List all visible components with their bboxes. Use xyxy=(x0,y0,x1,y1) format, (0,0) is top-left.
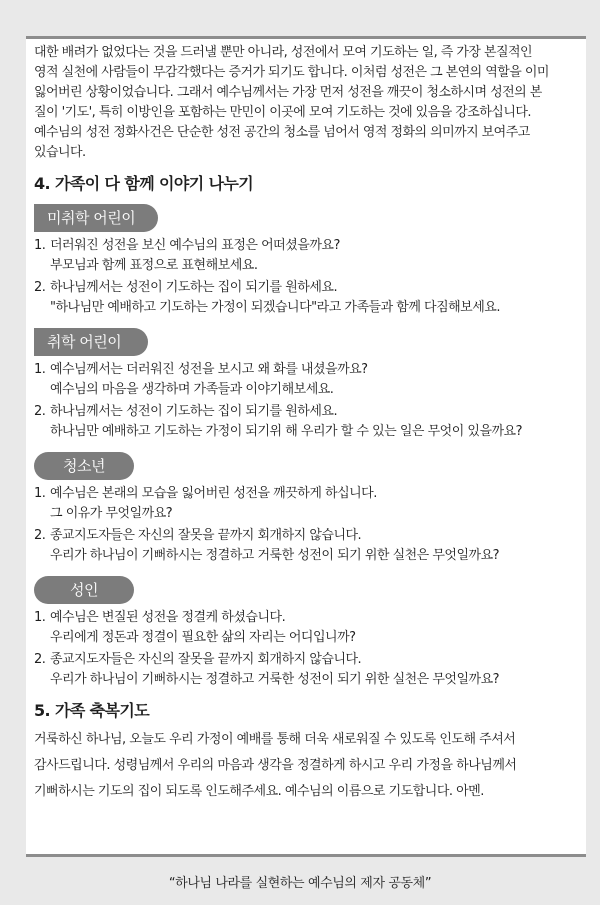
question-subtext: 그 이유가 무엇일까요? xyxy=(50,506,173,521)
question-list xyxy=(34,484,576,566)
footer-slogan: “하나님 나라를 실현하는 예수님의 제자 공동체” xyxy=(168,876,432,891)
section-5-title: 5. 가족 축복기도 xyxy=(34,701,150,720)
question-list xyxy=(34,608,576,690)
question-text: 하나님께서는 성전이 기도하는 집이 되기를 원하세요. xyxy=(50,404,338,419)
question-number: 2. xyxy=(34,528,46,543)
question-text: 종교지도자들은 자신의 잘못을 끝까지 회개하지 않습니다. xyxy=(50,528,362,543)
prayer-line: 거룩하신 하나님, 오늘도 우리 가정이 예배를 통해 더욱 새로워질 수 있도록 인도해 주셔서 xyxy=(34,732,516,747)
question-list xyxy=(34,360,576,442)
question-subtext: 우리가 하나님이 기뻐하시는 정결하고 거룩한 성전이 되기 위한 실천은 무엇일까요? xyxy=(50,672,500,687)
question-number: 2. xyxy=(34,404,46,419)
family-prayer xyxy=(34,727,576,805)
intro-line: 잃어버린 상황이었습니다. 그래서 예수님께서는 가장 먼저 성전을 깨끗이 청소하시며 성전의 본 xyxy=(34,85,542,100)
question-text: 예수님께서는 더러워진 성전을 보시고 왜 화를 내셨을까요? xyxy=(50,362,368,377)
question-subtext: 예수님의 마음을 생각하며 가족들과 이야기해보세요. xyxy=(50,382,334,397)
question-number: 1. xyxy=(34,238,46,253)
intro-line: 영적 실천에 사람들이 무감각했다는 증거가 되기도 합니다. 이처럼 성전은 그 본연의 역할을 이미 xyxy=(34,65,549,80)
group-preschool xyxy=(34,204,576,318)
intro-line: 대한 배려가 없었다는 것을 드러낼 뿐만 아니라, 성전에서 모여 기도하는 일, 즉 가장 본질적인 xyxy=(34,45,533,60)
intro-paragraph xyxy=(34,43,576,163)
group-label: 청소년 xyxy=(34,452,134,480)
question-number: 1. xyxy=(34,610,46,625)
intro-line: 있습니다. xyxy=(34,145,86,160)
intro-line: 질이 '기도', 특히 이방인을 포함하는 만민이 이곳에 모여 기도하는 것에 있음을 강조하십니다. xyxy=(34,105,531,120)
question-item xyxy=(34,526,576,566)
group-adult xyxy=(34,576,576,690)
prayer-line: 감사드립니다. 성령님께서 우리의 마음과 생각을 정결하게 하시고 우리 가정을 하나님께서 xyxy=(34,758,517,773)
section-4-title: 4. 가족이 다 함께 이야기 나누기 xyxy=(34,174,254,193)
question-subtext: 하나님만 예배하고 기도하는 가정이 되기위 해 우리가 할 수 있는 일은 무엇이 있을까요? xyxy=(50,424,523,439)
question-text: 더러워진 성전을 보신 예수님의 표정은 어떠셨을까요? xyxy=(50,238,340,253)
question-item xyxy=(34,608,576,648)
question-text: 예수님은 변질된 성전을 정결케 하셨습니다. xyxy=(50,610,286,625)
question-number: 2. xyxy=(34,280,46,295)
question-text: 종교지도자들은 자신의 잘못을 끝까지 회개하지 않습니다. xyxy=(50,652,362,667)
question-item xyxy=(34,650,576,690)
question-subtext: "하나님만 예배하고 기도하는 가정이 되겠습니다"라고 가족들과 함께 다짐해보세요. xyxy=(50,300,500,315)
question-subtext: 부모님과 함께 표정으로 표현해보세요. xyxy=(50,258,258,273)
group-school-age xyxy=(34,328,576,442)
question-item xyxy=(34,360,576,400)
bottom-rule xyxy=(26,854,586,857)
question-number: 1. xyxy=(34,486,46,501)
question-number: 1. xyxy=(34,362,46,377)
content-card xyxy=(26,39,586,854)
question-list xyxy=(34,236,576,318)
group-label: 미취학 어린이 xyxy=(34,204,158,232)
question-item xyxy=(34,236,576,276)
group-label: 성인 xyxy=(34,576,134,604)
question-item xyxy=(34,484,576,524)
question-number: 2. xyxy=(34,652,46,667)
group-youth xyxy=(34,452,576,566)
question-text: 하나님께서는 성전이 기도하는 집이 되기를 원하세요. xyxy=(50,280,338,295)
question-item xyxy=(34,402,576,442)
prayer-line: 기뻐하시는 기도의 집이 되도록 인도해주세요. 예수님의 이름으로 기도합니다. 아멘. xyxy=(34,784,484,799)
group-label: 취학 어린이 xyxy=(34,328,148,356)
intro-line: 예수님의 성전 정화사건은 단순한 성전 공간의 청소를 넘어서 영적 정화의 의미까지 보여주고 xyxy=(34,125,530,140)
question-subtext: 우리가 하나님이 기뻐하시는 정결하고 거룩한 성전이 되기 위한 실천은 무엇일까요? xyxy=(50,548,500,563)
question-item xyxy=(34,278,576,318)
question-text: 예수님은 본래의 모습을 잃어버린 성전을 깨끗하게 하십니다. xyxy=(50,486,377,501)
question-subtext: 우리에게 정돈과 정결이 필요한 삶의 자리는 어디입니까? xyxy=(50,630,356,645)
